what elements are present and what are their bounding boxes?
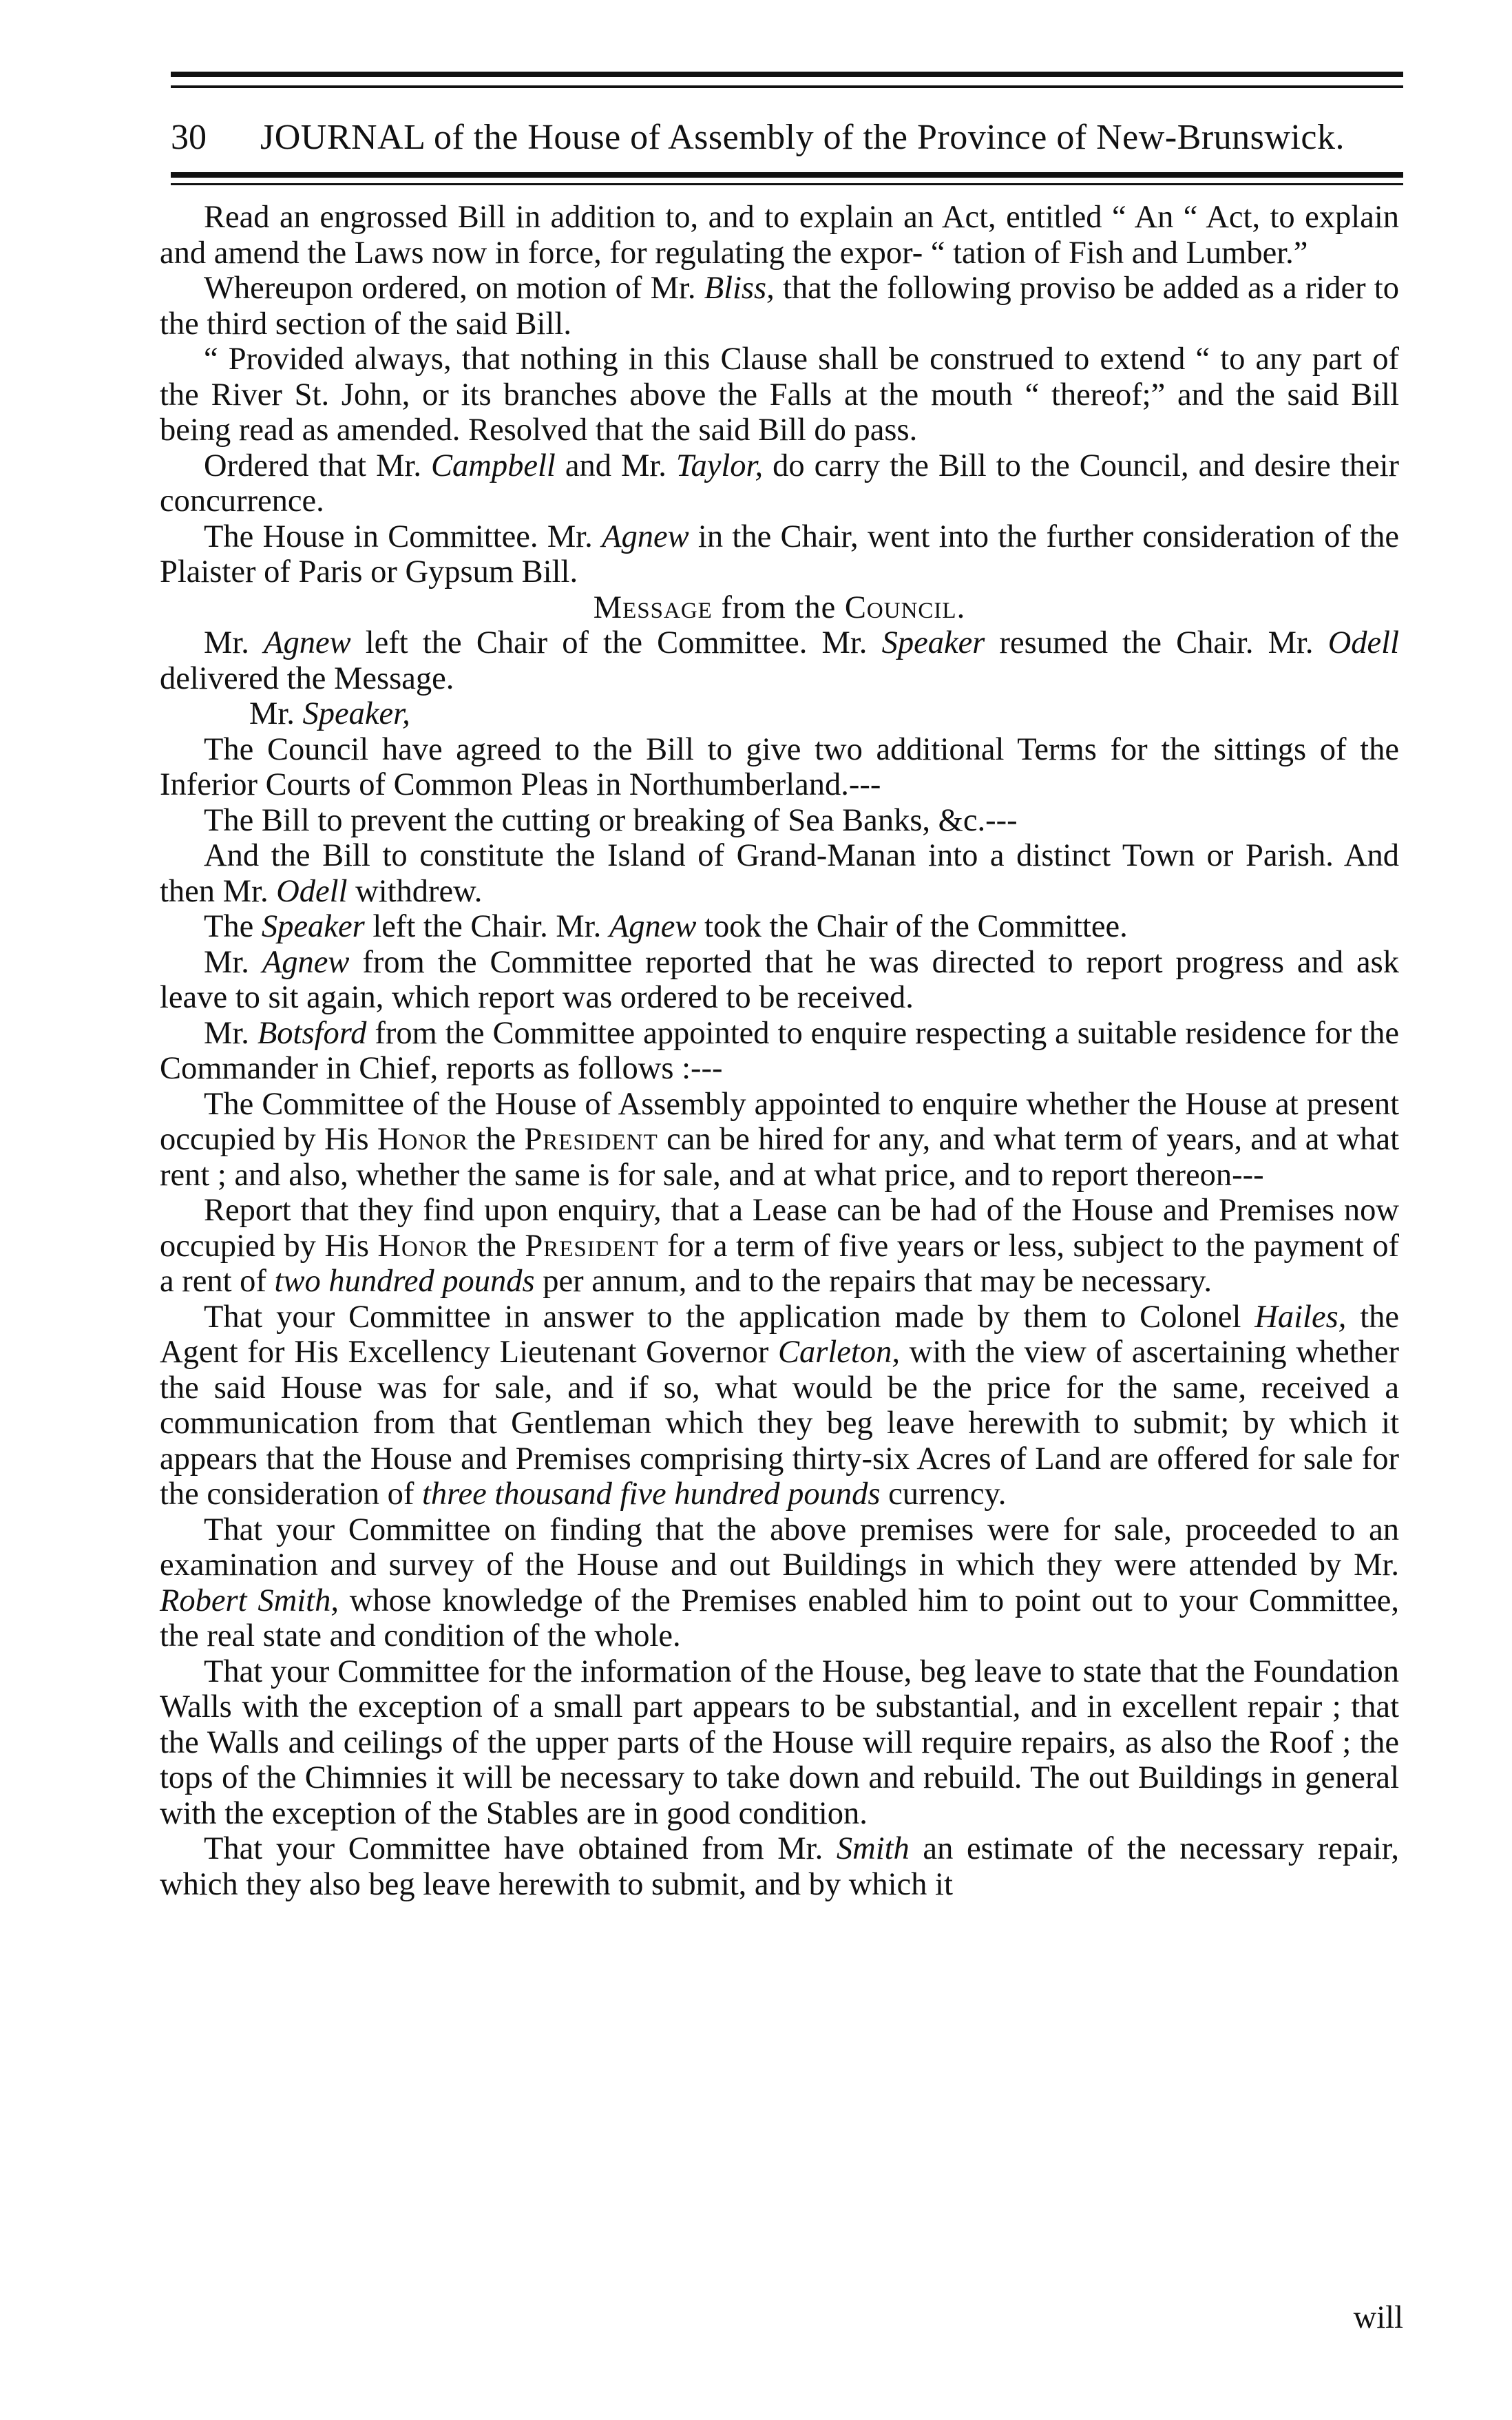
small-caps-text: Honor	[377, 1228, 469, 1264]
paragraph-p12	[160, 909, 1399, 945]
paragraph-text: Report that they find upon enquiry, that a Lease can be had of the House and Premises now occupied by His	[160, 1193, 1399, 1264]
running-header	[171, 110, 1403, 165]
header-rule-thin	[171, 183, 1403, 185]
italic-name: Robert Smith,	[160, 1583, 339, 1618]
paragraph-text: That your Committee have obtained from Mr.	[204, 1831, 837, 1866]
italic-name: Campbell	[430, 448, 556, 483]
paragraph-text: Mr.	[249, 696, 303, 731]
italic-name: Agnew	[609, 909, 697, 944]
paragraph-p5	[160, 519, 1399, 590]
italic-name: Speaker	[881, 625, 985, 660]
small-caps-text: Honor	[377, 1122, 468, 1157]
paragraph-p6	[160, 590, 1399, 626]
paragraph-text: an estimate of the necessary repair, which they also beg leave herewith to submit, and by which it	[160, 1831, 1399, 1902]
paragraph-text: The Bill to prevent the cutting or breaking of Sea Banks, &c.---	[204, 802, 1018, 838]
small-caps-text: President	[524, 1122, 658, 1157]
paragraph-p9	[160, 732, 1399, 803]
paragraph-text: that the following proviso be added as a rider to the third section of the said Bill.	[160, 271, 1399, 342]
paragraph-text: took the Chair of the Committee.	[696, 909, 1128, 944]
paragraph-text: That your Committee for the information of the House, beg leave to state that the Foundation Walls with the exception of a small part appears to be substantial, and in excellent repair ; that the Walls and ceilings of the upper parts of the House will require repairs, as also the Roof ; the tops of the Chimnies it will be necessary to take down and rebuild. The out Buildings in general with the exception of the Stables are in good condition.	[160, 1654, 1399, 1831]
paragraph-text: the	[468, 1122, 525, 1157]
italic-name: Carleton,	[778, 1335, 900, 1370]
paragraph-p17	[160, 1300, 1399, 1512]
paragraph-text: the Agent for His Excellency Lieutenant Governor	[160, 1299, 1399, 1370]
paragraph-text: The Committee of the House of Assembly appointed to enquire whether the House at present occupied by His	[160, 1086, 1399, 1157]
paragraph-p1	[160, 200, 1399, 271]
paragraph-p10	[160, 803, 1399, 839]
paragraph-text: That your Committee on finding that the above premises were for sale, proceeded to an examination and survey of the House and out Buildings in which they were attended by Mr.	[160, 1512, 1399, 1583]
paragraph-text: left the Chair. Mr.	[364, 909, 609, 944]
paragraph-p11	[160, 838, 1399, 909]
paragraph-text: for a term of five years or less, subject to the payment of a rent of	[160, 1228, 1399, 1299]
paragraph-text: the	[468, 1228, 525, 1264]
italic-name: three thousand five hundred pounds	[421, 1477, 881, 1512]
paragraph-text: from the Committee reported that he was directed to report progress and ask leave to sit again, which report was ordered to be received.	[160, 944, 1400, 1015]
paragraph-text: That your Committee in answer to the application made by them to Colonel	[204, 1299, 1255, 1335]
italic-name: Speaker	[261, 909, 365, 944]
paragraph-p7	[160, 625, 1399, 696]
catchword: will	[1353, 2300, 1403, 2335]
italic-name: Speaker,	[302, 696, 410, 731]
paragraph-text: per annum, and to the repairs that may be necessary.	[534, 1264, 1212, 1299]
paragraph-text: Mr.	[204, 1015, 258, 1051]
paragraph-text: currency.	[880, 1477, 1007, 1512]
top-rule-thin	[171, 85, 1403, 88]
paragraph-text: from the	[712, 590, 845, 625]
paragraph-text: withdrew.	[347, 873, 483, 909]
italic-name: Hailes,	[1254, 1299, 1347, 1335]
italic-name: Taylor,	[675, 448, 764, 483]
paragraph-text: The	[204, 909, 262, 944]
page-title: JOURNAL of the House of Assembly of the Province of New-Brunswick.	[260, 118, 1345, 157]
paragraph-text: Mr.	[204, 625, 264, 660]
italic-name: Odell	[276, 873, 348, 909]
italic-name: two hundred pounds	[274, 1264, 535, 1299]
paragraph-text: resumed the Chair. Mr.	[985, 625, 1328, 660]
paragraph-text: Mr.	[204, 944, 262, 980]
paragraph-text: The House in Committee. Mr.	[204, 519, 602, 554]
paragraph-p4	[160, 448, 1399, 519]
paragraph-p14	[160, 1016, 1399, 1087]
paragraph-p19	[160, 1654, 1399, 1832]
journal-body	[160, 200, 1399, 1902]
paragraph-text: can be hired for any, and what term of years, and at what rent ; and also, whether the same is for sale, and at what price, and to report thereon---	[160, 1122, 1400, 1193]
italic-name: Smith	[836, 1831, 910, 1866]
small-caps-text: Message	[593, 590, 713, 625]
paragraph-text: left the Chair of the Committee. Mr.	[350, 625, 882, 660]
paragraph-text: in the Chair, went into the further consideration of the Plaister of Paris or Gypsum Bill.	[160, 519, 1399, 590]
paragraph-p18	[160, 1512, 1399, 1654]
page-number: 30	[171, 118, 207, 157]
italic-name: Odell	[1327, 625, 1400, 660]
header-rule	[171, 172, 1403, 178]
paragraph-text: with the view of ascertaining whether the said House was for sale, and if so, what would be the price for the same, received a communication from that Gentleman which they beg leave herewith to submit; by which it appears that the House and Premises comprising thirty-six Acres of Land are offered for sale for the consideration of	[160, 1335, 1399, 1512]
paragraph-text: The Council have agreed to the Bill to give two additional Terms for the sittings of the Inferior Courts of Common Pleas in Northumberland.---	[160, 731, 1399, 802]
paragraph-text: whose knowledge of the Premises enabled him to point out to your Committee, the real state and condition of the whole.	[160, 1583, 1399, 1654]
paragraph-text: Whereupon ordered, on motion of Mr.	[204, 271, 704, 306]
paragraph-text: and Mr.	[555, 448, 676, 483]
paragraph-text: “ Provided always, that nothing in this Clause shall be construed to extend “ to any part of the River St. John, or its branches above the Falls at the mouth “ thereof;” and the said Bill being read as amended. Resolved that the said Bill do pass.	[160, 342, 1399, 448]
paragraph-p8	[160, 696, 1399, 732]
italic-name: Agnew	[602, 519, 689, 554]
italic-name: Agnew	[264, 625, 351, 660]
small-caps-text: Council.	[844, 590, 966, 625]
paragraph-p15	[160, 1087, 1399, 1193]
paragraph-text: do carry the Bill to the Council, and desire their concurrence.	[160, 448, 1399, 519]
paragraph-p3	[160, 342, 1399, 448]
paragraph-text: And the Bill to constitute the Island of Grand-Manan into a distinct Town or Parish. And then Mr.	[160, 838, 1399, 909]
italic-name: Agnew	[262, 944, 350, 980]
top-rule	[171, 72, 1403, 77]
paragraph-p16	[160, 1193, 1399, 1300]
paragraph-text: Ordered that Mr.	[204, 448, 431, 483]
paragraph-p13	[160, 945, 1399, 1016]
paragraph-p2	[160, 271, 1399, 342]
italic-name: Botsford	[257, 1015, 367, 1051]
paragraph-text: Read an engrossed Bill in addition to, and to explain an Act, entitled “ An “ Act, to explain and amend the Laws now in force, for regulating the expor- “ tation of Fish and Lumber.”	[160, 200, 1399, 271]
small-caps-text: President	[525, 1228, 659, 1264]
paragraph-text: from the Committee appointed to enquire respecting a suitable residence for the Commander in Chief, reports as follows :---	[160, 1015, 1400, 1086]
italic-name: Bliss,	[704, 271, 775, 306]
paragraph-text: delivered the Message.	[160, 660, 454, 696]
paragraph-p20	[160, 1831, 1399, 1902]
